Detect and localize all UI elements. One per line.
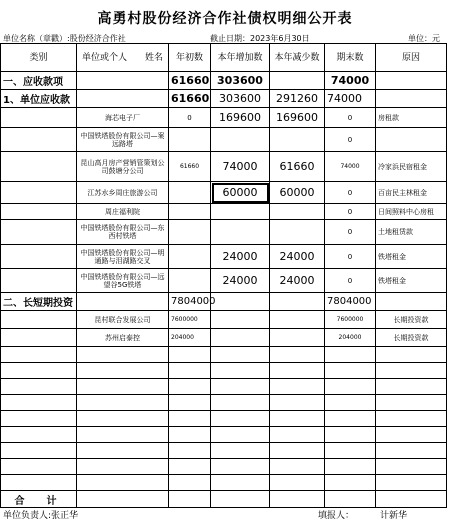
table-row [1, 108, 447, 128]
cell-category[interactable] [1, 152, 77, 182]
cell-opening[interactable] [169, 128, 211, 152]
cell-empty[interactable] [211, 459, 270, 475]
cell-opening[interactable] [169, 269, 211, 293]
cell-closing[interactable]: 74000 [325, 72, 376, 90]
cell-increase[interactable] [211, 311, 270, 329]
cell-empty[interactable] [211, 379, 270, 395]
cell-opening[interactable]: 61660 [169, 72, 211, 90]
cell-empty[interactable] [376, 363, 447, 379]
cell-empty[interactable] [211, 363, 270, 379]
cell-name[interactable]: 中国铁塔股份有限公司—案远路塔 [77, 128, 169, 152]
cell-empty[interactable] [325, 459, 376, 475]
cell-increase[interactable] [211, 204, 270, 220]
cell-name[interactable]: 昆村联合发展公司 [77, 311, 169, 329]
cell-empty[interactable] [1, 411, 77, 427]
cell-decrease[interactable]: 169600 [270, 108, 325, 128]
cell-closing[interactable]: 7804000 [325, 293, 376, 311]
cell-empty[interactable] [1, 347, 77, 363]
table-row [1, 293, 447, 311]
cell-empty[interactable] [270, 475, 325, 491]
cell-closing[interactable]: 74000 [325, 90, 376, 108]
cell-name[interactable] [77, 72, 169, 90]
cell-category[interactable] [1, 245, 77, 269]
cell-empty[interactable] [270, 347, 325, 363]
cell-empty[interactable] [270, 363, 325, 379]
cell-opening[interactable] [169, 220, 211, 245]
cell-name[interactable]: 周庄福利院 [77, 204, 169, 220]
cell-increase[interactable]: 303600 [211, 90, 270, 108]
cell-empty[interactable] [169, 459, 211, 475]
cell-decrease[interactable] [270, 72, 325, 90]
cell-empty[interactable] [211, 491, 270, 508]
table-row [1, 311, 447, 329]
cell-reason[interactable]: 铁塔租金 [376, 269, 447, 293]
cell-increase[interactable] [211, 329, 270, 347]
cell-category[interactable] [1, 128, 77, 152]
cell-increase[interactable] [211, 293, 270, 311]
cell-empty[interactable] [270, 379, 325, 395]
cell-empty[interactable] [77, 379, 169, 395]
cell-reason[interactable] [376, 72, 447, 90]
cell-empty[interactable] [1, 379, 77, 395]
cell-empty[interactable] [376, 475, 447, 491]
cell-reason[interactable]: 房租款 [376, 108, 447, 128]
unit-name-label: 单位名称（章戳）:股份经济合作社 [3, 34, 126, 43]
cell-reason[interactable]: 铁塔租金 [376, 245, 447, 269]
header-reason: 原因 [376, 44, 447, 72]
page-title: 高勇村股份经济合作社债权明细公开表 [97, 11, 353, 27]
cell-empty[interactable] [1, 475, 77, 491]
cell-reason[interactable] [376, 90, 447, 108]
cell-reason[interactable]: 日间照料中心房租 [376, 204, 447, 220]
table-row-empty [1, 427, 447, 443]
cell-empty[interactable] [77, 347, 169, 363]
cell-increase[interactable] [211, 128, 270, 152]
cell-increase[interactable]: 169600 [211, 108, 270, 128]
cell-opening[interactable] [169, 245, 211, 269]
cell-name[interactable]: 中国铁塔股份有限公司—东西村铁塔 [77, 220, 169, 245]
cell-reason[interactable]: 土地租赁款 [376, 220, 447, 245]
cell-closing[interactable]: 7600000 [325, 311, 376, 329]
table-row [1, 245, 447, 269]
cell-opening[interactable]: 7804000 [169, 293, 211, 311]
cell-opening[interactable] [169, 182, 211, 204]
cell-decrease[interactable]: 24000 [270, 269, 325, 293]
table-row [1, 128, 447, 152]
cell-name[interactable] [77, 293, 169, 311]
cell-opening[interactable]: 204000 [169, 329, 211, 347]
table-row [1, 152, 447, 182]
footer-filler-name: 计新华 [380, 511, 408, 521]
cell-closing[interactable]: 204000 [325, 329, 376, 347]
cell-empty[interactable] [376, 395, 447, 411]
cell-empty[interactable] [211, 427, 270, 443]
cell-category[interactable] [1, 311, 77, 329]
cell-decrease[interactable] [270, 204, 325, 220]
cell-empty[interactable] [376, 443, 447, 459]
cell-name[interactable]: 昆山高月房产营销管策划公司鼓塘分公司 [77, 152, 169, 182]
cell-empty[interactable] [325, 411, 376, 427]
cell-decrease[interactable] [270, 311, 325, 329]
cell-empty[interactable] [211, 347, 270, 363]
cell-empty[interactable] [211, 395, 270, 411]
cell-reason[interactable]: 百亩民主林租金 [376, 182, 447, 204]
table-row [1, 90, 447, 108]
cell-empty[interactable] [77, 411, 169, 427]
cell-empty[interactable] [169, 395, 211, 411]
cell-decrease[interactable] [270, 220, 325, 245]
cell-empty[interactable] [77, 443, 169, 459]
table-row-empty [1, 363, 447, 379]
cell-category[interactable] [1, 269, 77, 293]
cell-empty[interactable] [77, 491, 169, 508]
cell-empty[interactable] [77, 363, 169, 379]
cell-reason[interactable]: 冷家浜民宿租金 [376, 152, 447, 182]
cell-empty[interactable] [376, 459, 447, 475]
table-row [1, 182, 447, 204]
cell-empty[interactable] [211, 443, 270, 459]
cell-empty[interactable] [376, 427, 447, 443]
cell-empty[interactable] [376, 411, 447, 427]
cell-empty[interactable] [169, 475, 211, 491]
cell-empty[interactable] [325, 443, 376, 459]
cell-closing[interactable]: 74000 [325, 152, 376, 182]
cell-empty[interactable] [1, 427, 77, 443]
cell-empty[interactable] [325, 395, 376, 411]
cell-category[interactable] [1, 182, 77, 204]
cell-increase[interactable] [211, 220, 270, 245]
cell-empty[interactable] [1, 363, 77, 379]
table-row-empty [1, 395, 447, 411]
table-row-empty [1, 411, 447, 427]
cell-name[interactable]: 江苏水乡周庄旅游公司 [77, 182, 169, 204]
table-row-empty [1, 443, 447, 459]
cell-empty[interactable] [270, 459, 325, 475]
cell-increase[interactable]: 24000 [211, 269, 270, 293]
table-row-empty [1, 379, 447, 395]
table-row [1, 329, 447, 347]
cell-closing[interactable]: 0 [325, 128, 376, 152]
cell-name[interactable]: 中国铁塔股份有限公司—明通路与泪湖路交叉 [77, 245, 169, 269]
cell-category[interactable] [1, 329, 77, 347]
cell-empty[interactable] [325, 363, 376, 379]
cell-closing[interactable]: 0 [325, 245, 376, 269]
header-closing: 期末数 [325, 44, 376, 72]
cell-closing[interactable]: 0 [325, 108, 376, 128]
total-row [1, 491, 447, 508]
cell-decrease[interactable] [270, 329, 325, 347]
cell-empty[interactable] [77, 475, 169, 491]
cell-empty[interactable] [77, 427, 169, 443]
cell-empty[interactable] [1, 443, 77, 459]
cell-category[interactable] [1, 220, 77, 245]
date-label: 截止日期：2023年6月30日 [210, 34, 310, 43]
cell-name[interactable] [77, 90, 169, 108]
cell-increase-selected[interactable]: 60000 [211, 182, 270, 204]
cell-decrease[interactable]: 24000 [270, 245, 325, 269]
cell-reason[interactable] [376, 128, 447, 152]
ledger-table [0, 43, 447, 508]
cell-category[interactable] [1, 108, 77, 128]
cell-decrease[interactable]: 61660 [270, 152, 325, 182]
table-row [1, 269, 447, 293]
cell-empty[interactable] [270, 443, 325, 459]
cell-closing[interactable]: 0 [325, 220, 376, 245]
cell-empty[interactable] [169, 363, 211, 379]
cell-empty[interactable] [77, 395, 169, 411]
cell-decrease[interactable]: 60000 [270, 182, 325, 204]
header-row [1, 44, 447, 72]
cell-decrease[interactable] [270, 293, 325, 311]
cell-increase[interactable]: 24000 [211, 245, 270, 269]
cell-empty[interactable] [270, 491, 325, 508]
cell-empty[interactable] [325, 427, 376, 443]
cell-name[interactable]: 苏州启泰控 [77, 329, 169, 347]
table-row [1, 72, 447, 90]
cell-increase[interactable]: 74000 [211, 152, 270, 182]
cell-empty[interactable] [376, 379, 447, 395]
cell-empty[interactable] [325, 475, 376, 491]
cell-category[interactable]: 二、长短期投资 [1, 293, 77, 311]
table-row-empty [1, 459, 447, 475]
cell-opening[interactable]: 7600000 [169, 311, 211, 329]
cell-empty[interactable] [270, 427, 325, 443]
cell-category[interactable]: 1、单位应收款 [1, 90, 77, 108]
cell-name[interactable]: 中国铁塔股份有限公司—远望谷5G铁塔 [77, 269, 169, 293]
cell-name[interactable]: 海芯电子厂 [77, 108, 169, 128]
cell-empty[interactable] [169, 491, 211, 508]
cell-empty[interactable] [325, 379, 376, 395]
cell-decrease[interactable] [270, 128, 325, 152]
cell-decrease[interactable]: 291260 [270, 90, 325, 108]
cell-empty[interactable] [169, 427, 211, 443]
table-row-empty [1, 475, 447, 491]
cell-empty[interactable] [325, 347, 376, 363]
cell-closing[interactable]: 0 [325, 269, 376, 293]
cell-reason[interactable]: 长期投资款 [376, 329, 447, 347]
cell-opening[interactable]: 61660 [169, 90, 211, 108]
footer-filler-label: 填报人： [318, 511, 355, 521]
cell-empty[interactable] [376, 347, 447, 363]
header-increase: 本年增加数 [211, 44, 270, 72]
cell-opening[interactable]: 0 [169, 108, 211, 128]
table-row [1, 220, 447, 245]
cell-empty[interactable] [325, 491, 376, 508]
cell-closing[interactable]: 0 [325, 182, 376, 204]
cell-closing[interactable]: 0 [325, 204, 376, 220]
footer-head: 单位负责人:张正华 [3, 511, 79, 521]
cell-empty[interactable] [211, 411, 270, 427]
cell-empty[interactable] [211, 475, 270, 491]
cell-increase[interactable]: 303600 [211, 72, 270, 90]
cell-empty[interactable] [169, 411, 211, 427]
cell-empty[interactable] [270, 411, 325, 427]
cell-category[interactable] [1, 204, 77, 220]
table-row [1, 204, 447, 220]
cell-empty[interactable] [169, 347, 211, 363]
total-label[interactable]: 合 计 [1, 491, 77, 508]
cell-empty[interactable] [1, 459, 77, 475]
cell-reason[interactable]: 长期投资款 [376, 311, 447, 329]
cell-empty[interactable] [77, 459, 169, 475]
cell-empty[interactable] [270, 395, 325, 411]
header-name: 单位或个人 姓名 [77, 44, 169, 72]
cell-empty[interactable] [169, 379, 211, 395]
cell-empty[interactable] [1, 395, 77, 411]
cell-reason[interactable] [376, 293, 447, 311]
cell-empty[interactable] [376, 491, 447, 508]
header-category: 类别 [1, 44, 77, 72]
header-opening: 年初数 [169, 44, 211, 72]
table-row-empty [1, 347, 447, 363]
cell-opening[interactable] [169, 204, 211, 220]
header-decrease: 本年减少数 [270, 44, 325, 72]
currency-unit-label: 单位：元 [408, 34, 440, 43]
cell-empty[interactable] [169, 443, 211, 459]
cell-opening[interactable]: 61660 [169, 152, 211, 182]
cell-category[interactable]: 一、应收款项 [1, 72, 77, 90]
